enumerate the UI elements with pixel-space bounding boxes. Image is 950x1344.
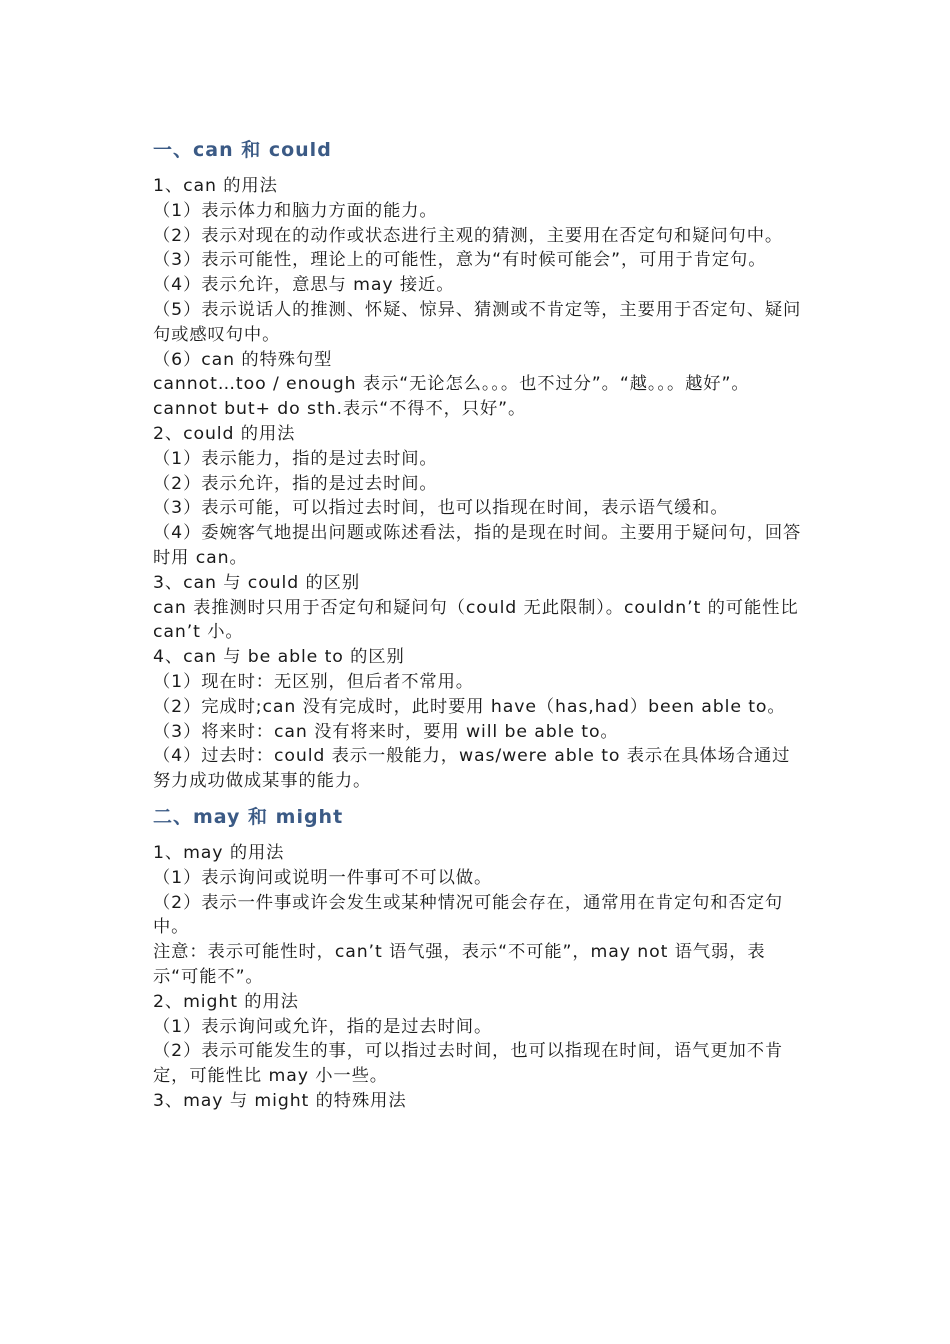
paragraph-line: （4）委婉客气地提出问题或陈述看法，指的是现在时间。主要用于疑问句，回答时用 can。 bbox=[153, 523, 802, 568]
paragraph-line: （3）表示可能性，理论上的可能性，意为“有时候可能会”，可用于肯定句。 bbox=[153, 250, 767, 271]
paragraph-line: （4）过去时：could 表示一般能力，was/were able to 表示在具体场合通过努力成功做成某事的能力。 bbox=[153, 746, 791, 792]
document-page bbox=[153, 136, 803, 1123]
paragraph-line: （3）表示可能，可以指过去时间，也可以指现在时间，表示语气缓和。 bbox=[153, 498, 729, 519]
note-line: 注意：表示可能性时，can’t 语气强，表示“不可能”，may not 语气弱，表示“可能不”。 bbox=[153, 942, 766, 987]
paragraph-line: （1）表示体力和脑力方面的能力。 bbox=[153, 200, 438, 221]
paragraph-line: cannot but+ do sth.表示“不得不，只好”。 bbox=[153, 399, 527, 420]
paragraph-line: （2）表示可能发生的事，可以指过去时间，也可以指现在时间，语气更加不肯定，可能性比 may 小一些。 bbox=[153, 1041, 784, 1087]
subheading-can-usage: 1、can 的用法 bbox=[153, 176, 278, 196]
subheading-might-usage: 2、might 的用法 bbox=[153, 991, 299, 1012]
subheading-may-might-special: 3、may 与 might 的特殊用法 bbox=[153, 1090, 407, 1111]
paragraph-line: （5）表示说话人的推测、怀疑、惊异、猜测或不肯定等，主要用于否定句、疑问句或感叹句中。 bbox=[153, 299, 802, 345]
paragraph-line: （1）表示询问或说明一件事可不可以做。 bbox=[153, 867, 493, 888]
paragraph-line: （2）表示一件事或许会发生或某种情况可能会存在，通常用在肯定句和否定句中。 bbox=[153, 892, 784, 938]
paragraph-line: （1）表示能力，指的是过去时间。 bbox=[153, 448, 438, 469]
subheading-may-usage: 1、may 的用法 bbox=[153, 842, 285, 863]
paragraph-line: （2）完成时;can 没有完成时，此时要用 have（has,had）been able to。 bbox=[153, 696, 786, 717]
paragraph-line: （3）将来时：can 没有将来时，要用 will be able to。 bbox=[153, 721, 619, 742]
subheading-could-usage: 2、could 的用法 bbox=[153, 423, 296, 444]
paragraph-line: can 表推测时只用于否定句和疑问句（could 无此限制）。couldn’t 的可能性比 can’t 小。 bbox=[153, 597, 799, 643]
paragraph-line: （1）现在时：无区别，但后者不常用。 bbox=[153, 671, 474, 692]
subheading-can-could-difference: 3、can 与 could 的区别 bbox=[153, 572, 361, 593]
paragraph-line: （4）表示允许，意思与 may 接近。 bbox=[153, 275, 455, 296]
paragraph-line: （1）表示询问或允许，指的是过去时间。 bbox=[153, 1016, 493, 1037]
section-body-can-could bbox=[153, 174, 803, 794]
subheading-can-be-able-to: 4、can 与 be able to 的区别 bbox=[153, 647, 405, 668]
paragraph-line: cannot…too / enough 表示“无论怎么。。。也不过分”。“越。。。越好”。 bbox=[153, 374, 750, 395]
paragraph-line: （2）表示允许，指的是过去时间。 bbox=[153, 473, 438, 494]
section-body-may-might bbox=[153, 841, 803, 1114]
section-heading-may-might: 二、may 和 might bbox=[153, 805, 344, 828]
paragraph-line: （6）can 的特殊句型 bbox=[153, 349, 333, 370]
paragraph-line: （2）表示对现在的动作或状态进行主观的猜测，主要用在否定句和疑问句中。 bbox=[153, 225, 784, 246]
section-heading-can-could: 一、can 和 could bbox=[153, 139, 332, 161]
